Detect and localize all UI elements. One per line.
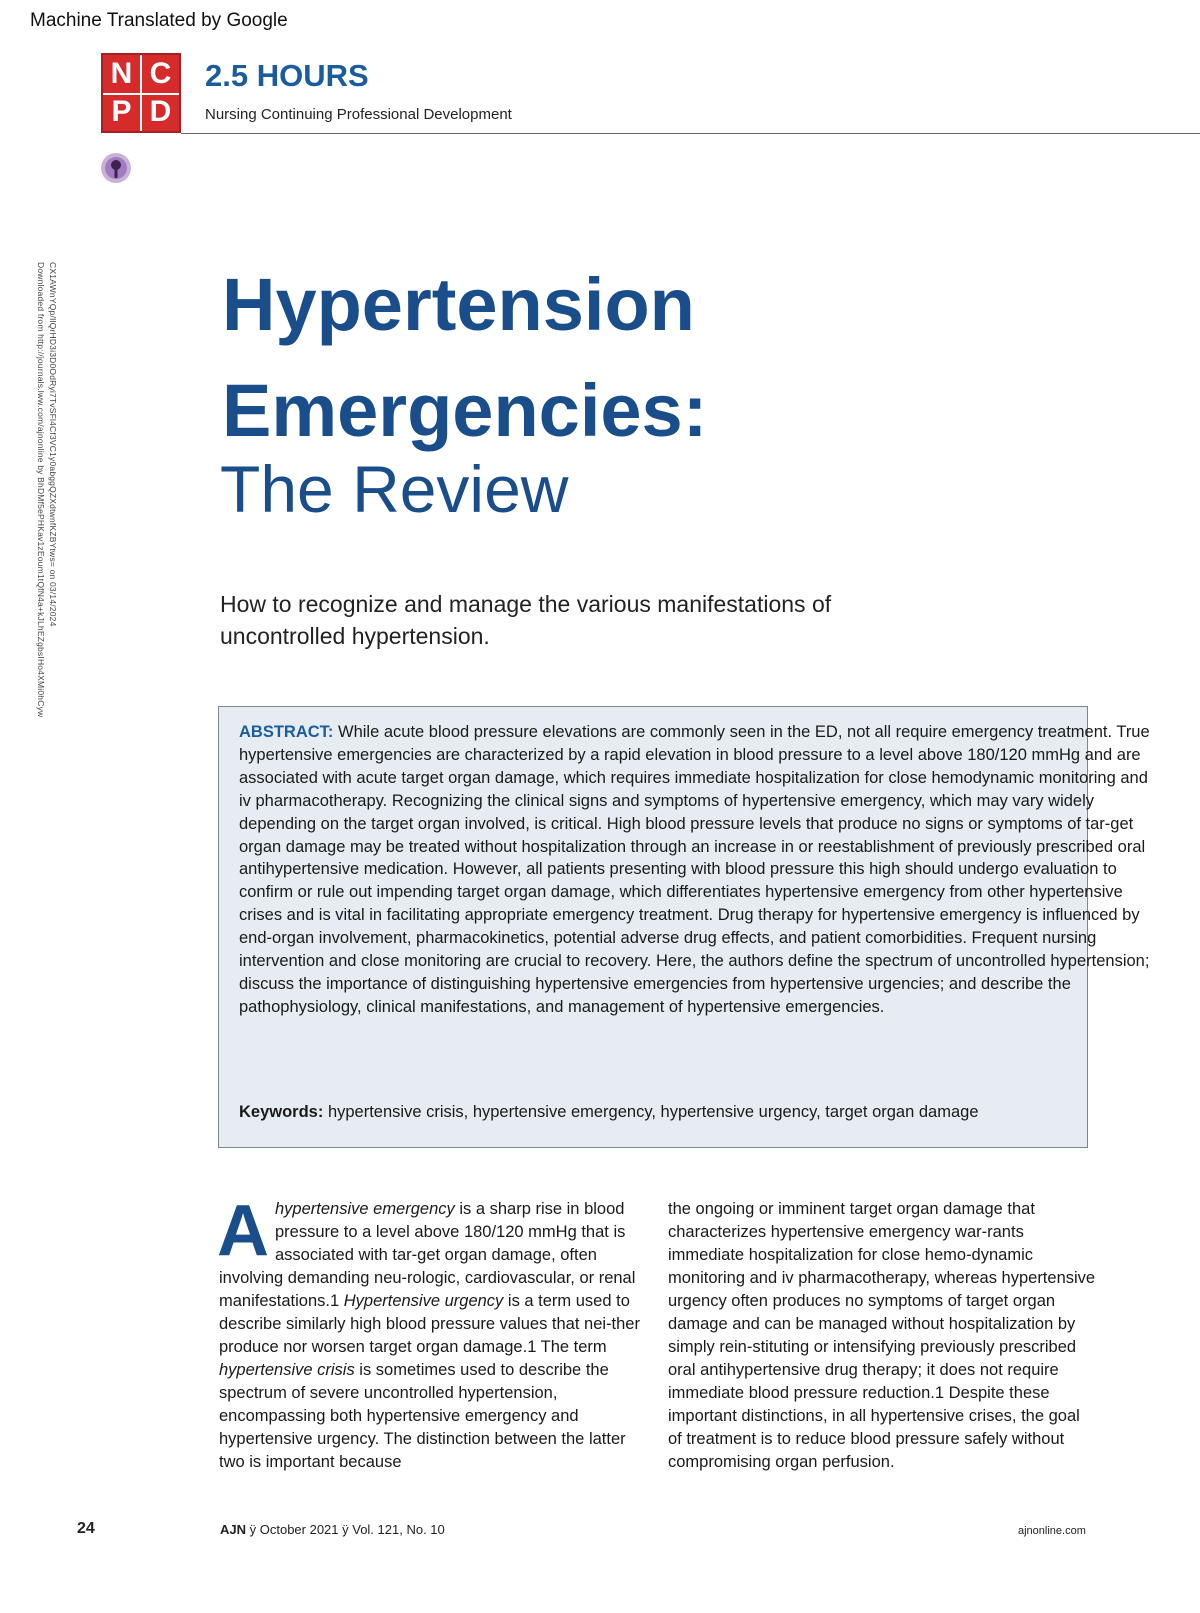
body-column-right: the ongoing or imminent target organ damage that characterizes hypertensive emergency war-rants immediate hospitalization for close hemo-dynamic monitoring and iv pharmacotherapy, whereas hypertensive urgency often produces no symptoms of target organ damage and can be managed without hospitalization by simply rein-stituting or intensifying previously prescribed oral antihypertensive drug therapy; it does not require immediate blood pressure reduction.1 Despite these important distinctions, in all hypertensive crises, the goal of treatment is to reduce blood pressure safely without compromising organ perfusion. — [668, 1200, 1096, 1471]
keywords-label: Keywords: — [239, 1103, 324, 1121]
download-notice — [32, 262, 60, 782]
logo-row-bottom — [103, 93, 179, 131]
machine-translation-banner: Machine Translated by Google — [30, 10, 288, 31]
logo-letter-d: D — [149, 95, 172, 128]
credit-hours: 2.5 HOURS — [205, 58, 369, 93]
download-notice-line: CX1AWnYQp/IlQrHD3i3D0OdRyi7TvSFl4Cf3VC1y0abggQZXdtwnfKZBYtws= on 03/14/2024 — [48, 262, 58, 627]
journal-website: ajnonline.com — [1018, 1525, 1086, 1537]
body-column-left — [217, 1191, 654, 1474]
page-number: 24 — [77, 1520, 95, 1537]
abstract-body: While acute blood pressure elevations are commonly seen in the ED, not all require emergency treatment. True hypertensive emergencies are characterized by a rapid elevation in blood pressure to a level above 180/120 mmHg and are associated with acute target organ damage, which requires immediate hospitalization for close hemodynamic monitoring and iv pharmacotherapy. Recognizing the clinical signs and symptoms of hypertensive emergency, which may vary widely depending on the target organ involved, is critical. High blood pressure levels that produce no signs or symptoms of tar-get organ damage may be treated without hospitalization through an increase in or reestablishment of previously prescribed oral antihypertensive medication. However, all patients presenting with blood pressure this high should undergo evaluation to confirm or rule out impending target organ damage, which differentiates hypertensive emergency from other hypertensive crises and is vital in facilitating appropriate emergency treatment. Drug therapy for hypertensive emergency is influenced by end-organ involvement, pharmacokinetics, potential adverse drug effects, and patient comorbidities. Frequent nursing intervention and close monitoring are crucial to recovery. Here, the authors define the spectrum of uncontrolled hypertension; discuss the importance of distinguishing hypertensive emergencies from hypertensive urgencies; and describe the pathophysiology, clinical manifestations, and management of hypertensive emergencies. — [239, 723, 1150, 1016]
article-deck: How to recognize and manage the various manifestations of uncontrolled hypertension. — [220, 591, 832, 649]
ncpd-logo — [101, 53, 181, 133]
keywords-list: hypertensive crisis, hypertensive emergency, hypertensive urgency, target organ damage — [323, 1103, 979, 1121]
body-text-run: is a sharp rise in blood pressure to a level above 180/120 mmHg that is associated with tar-get organ damage, often involving demanding neu-rologic, cardiovascular, or renal manifestations.1 — [219, 1200, 636, 1310]
program-name: Nursing Continuing Professional Development — [205, 106, 512, 123]
header-divider — [181, 133, 1200, 134]
download-notice-line: Downloaded from http://journals.lww.com/ajnonline by BhDMf5ePHKav1zEoum1tQfN4a+kJLhEZgbsIHo4XMi0hCyw — [36, 262, 46, 718]
italic-term: hypertensive emergency — [275, 1200, 455, 1218]
body-text — [217, 1191, 640, 1471]
article-title-line: Hypertension — [222, 263, 695, 346]
abstract-label: ABSTRACT: — [239, 723, 334, 741]
body-text-run: is sometimes used to describe the spectrum of severe uncontrolled hypertension, encompassing both hypertensive emergency and hypertensive urgency. The distinction between the latter two is important because — [219, 1361, 626, 1471]
journal-issue: ÿ October 2021 ÿ Vol. 121, No. 10 — [246, 1522, 445, 1537]
italic-term: hypertensive crisis — [219, 1361, 355, 1379]
logo-letter-p: P — [103, 93, 142, 131]
italic-term: Hypertensive urgency — [343, 1292, 504, 1310]
logo-letter-n: N — [103, 55, 142, 93]
keywords — [239, 1103, 979, 1122]
body-text-run: is a term used to describe similarly high blood pressure values that nei-ther produce nor worsen target organ damage.1 The term — [219, 1292, 640, 1356]
journal-citation — [220, 1522, 445, 1537]
abstract-paragraph — [239, 721, 1164, 1019]
drop-cap: A — [217, 1191, 269, 1271]
logo-row-top — [103, 55, 179, 95]
logo-letter-c: C — [149, 57, 172, 90]
journal-name: AJN — [220, 1522, 247, 1537]
abstract-box — [218, 706, 1150, 1148]
article-title-subline: The Review — [220, 452, 569, 526]
podcast-icon[interactable] — [100, 152, 132, 184]
article-title-line: Emergencies: — [222, 369, 708, 452]
